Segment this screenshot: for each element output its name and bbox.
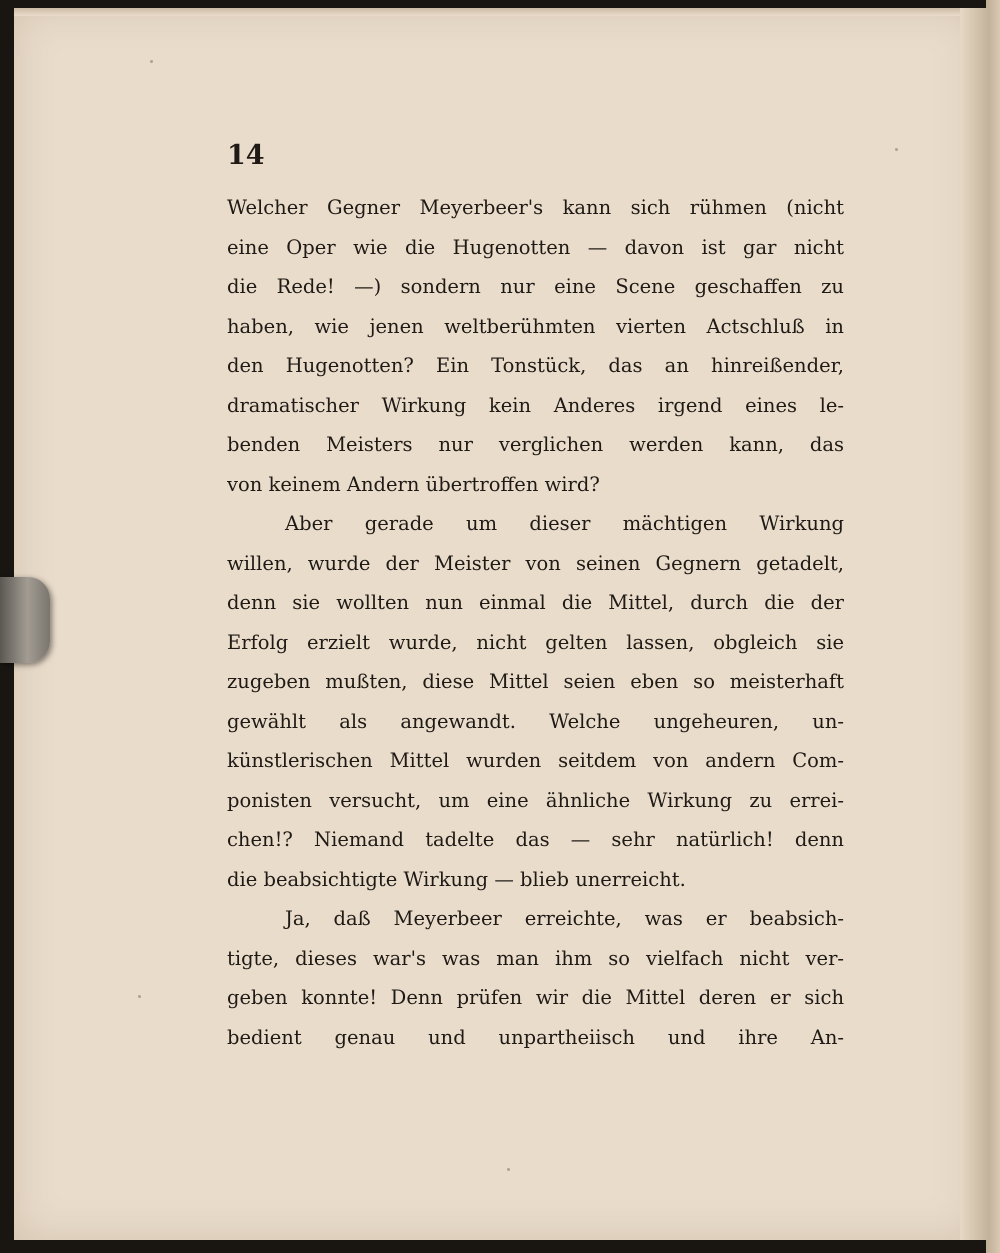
paper-speck [150, 60, 153, 63]
text-line: denn sie wollten nun einmal die Mittel, durch die der [227, 591, 844, 614]
text-line: willen, wurde der Meister von seinen Gegnern getadelt, [227, 551, 844, 575]
text-line: künstlerischen Mittel wurden seitdem von andern Com- [227, 749, 844, 772]
body-text [227, 188, 844, 1057]
paragraph-3 [227, 899, 844, 1057]
paragraph-2 [227, 504, 844, 899]
text-line: geben konnte! Denn prüfen wir die Mittel deren er sich [227, 986, 844, 1009]
text-line: gewählt als angewandt. Welche ungeheuren, un- [227, 709, 844, 733]
text-line: Aber gerade um dieser mächtigen Wirkung [285, 512, 844, 535]
text-line: ponisten versucht, um eine ähnliche Wirkung zu errei- [227, 788, 844, 812]
page-clip [0, 577, 50, 663]
page-top-edge [14, 8, 976, 16]
text-line: den Hugenotten? Ein Tonstück, das an hinreißender, [227, 354, 844, 377]
page-number: 14 [227, 140, 265, 171]
page-binding-edge [960, 8, 990, 1240]
text-line: benden Meisters nur verglichen werden kann, das [227, 433, 844, 456]
paper-speck [138, 995, 141, 998]
text-line: die Rede! —) sondern nur eine Scene geschaffen zu [227, 275, 844, 298]
text-line: von keinem Andern übertroffen wird? [227, 472, 600, 496]
text-line: bedient genau und unpartheiisch und ihre An- [227, 1025, 844, 1049]
paragraph-1 [227, 188, 844, 504]
text-line: tigte, dieses war's was man ihm so vielfach nicht ver- [227, 946, 844, 970]
text-line: chen!? Niemand tadelte das — sehr natürlich! denn [227, 828, 844, 851]
text-line: Erfolg erzielt wurde, nicht gelten lassen, obgleich sie [227, 630, 844, 654]
text-line: Ja, daß Meyerbeer erreichte, was er beabsich- [285, 907, 844, 930]
text-line: zugeben mußten, diese Mittel seien eben so meisterhaft [227, 670, 844, 693]
text-line: haben, wie jenen weltberühmten vierten Actschluß in [227, 314, 844, 338]
text-line: eine Oper wie die Hugenotten — davon ist gar nicht [227, 235, 844, 259]
text-line: Welcher Gegner Meyerbeer's kann sich rühmen (nicht [227, 196, 844, 219]
text-line: dramatischer Wirkung kein Anderes irgend eines le- [227, 393, 844, 417]
paper-speck [507, 1168, 510, 1171]
paper-speck [895, 148, 898, 151]
text-line: die beabsichtigte Wirkung — blieb unerreicht. [227, 867, 686, 891]
